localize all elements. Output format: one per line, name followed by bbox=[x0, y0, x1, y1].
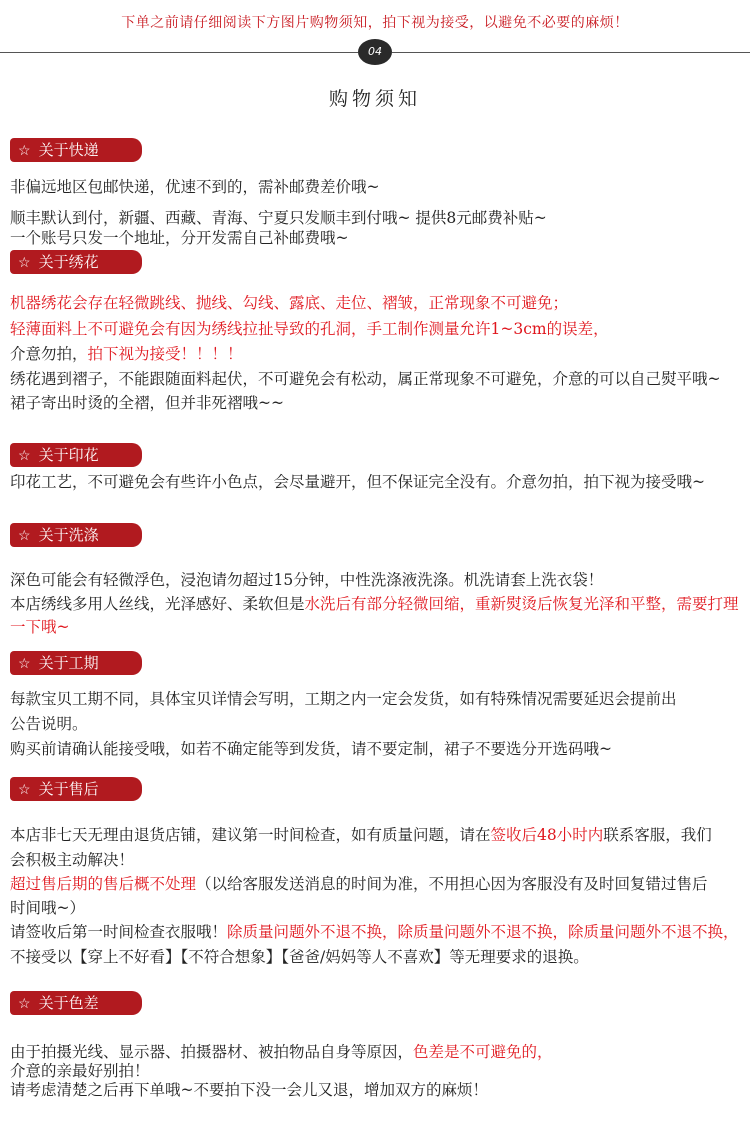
aftersale-line-1 bbox=[10, 825, 745, 845]
print-line-1: 印花工艺，不可避免会有些许小色点，会尽量避开，但不保证完全没有。介意勿拍，拍下视为接受哦~ bbox=[10, 473, 705, 491]
section-label-text: 关于洗涤 bbox=[38, 526, 99, 544]
star-icon: ☆ bbox=[18, 448, 31, 464]
color-line-1-warning: 色差是不可避免的， bbox=[413, 1043, 553, 1061]
section-number-badge: 04 bbox=[358, 39, 392, 65]
section-label-period bbox=[10, 651, 142, 675]
aftersale-line-3-text: （以给客服发送消息的时间为准，不用担心因为客服没有及时回复错过售后 bbox=[196, 875, 708, 893]
express-line-2: 顺丰默认到付，新疆、西藏、青海、宁夏只发顺丰到付哦~ 提供8元邮费补贴~ bbox=[10, 209, 547, 227]
section-label-text: 关于色差 bbox=[38, 994, 99, 1012]
embroidery-line-3-text: 介意勿拍， bbox=[10, 345, 88, 363]
washing-line-3: 一下哦~ bbox=[10, 618, 70, 636]
section-label-text: 关于印花 bbox=[38, 446, 99, 464]
section-label-text: 关于快递 bbox=[38, 141, 99, 159]
aftersale-line-3 bbox=[10, 874, 745, 894]
section-label-washing bbox=[10, 523, 142, 547]
section-label-color bbox=[10, 991, 142, 1015]
washing-line-1: 深色可能会有轻微浮色，浸泡请勿超过15分钟，中性洗涤液洗涤。机洗请套上洗衣袋！ bbox=[10, 571, 604, 589]
embroidery-line-3 bbox=[10, 344, 745, 364]
express-line-1: 非偏远地区包邮快递，优速不到的，需补邮费差价哦~ bbox=[10, 178, 380, 196]
aftersale-line-5-text: 请签收后第一时间检查衣服哦！ bbox=[10, 923, 228, 941]
page-title: 购物须知 bbox=[328, 88, 421, 110]
period-line-1: 每款宝贝工期不同，具体宝贝详情会写明，工期之内一定会发货，如有特殊情况需要延迟会提前出 bbox=[10, 690, 677, 708]
aftersale-line-1-tail: 联系客服，我们 bbox=[603, 826, 712, 844]
color-line-1 bbox=[10, 1042, 745, 1062]
star-icon: ☆ bbox=[18, 656, 31, 672]
period-line-2: 公告说明。 bbox=[10, 715, 88, 733]
aftersale-line-1-text: 本店非七天无理由退货店铺，建议第一时间检查，如有质量问题，请在 bbox=[10, 826, 491, 844]
star-icon: ☆ bbox=[18, 143, 31, 159]
embroidery-line-3-warning: 拍下视为接受！！！！ bbox=[87, 345, 243, 363]
aftersale-line-4: 时间哦~） bbox=[10, 899, 85, 917]
embroidery-line-5: 裙子寄出时烫的全褶，但并非死褶哦~~ bbox=[10, 394, 284, 412]
color-line-3: 请考虑清楚之后再下单哦~不要拍下没一会儿又退，增加双方的麻烦！ bbox=[10, 1081, 488, 1099]
embroidery-line-2: 轻薄面料上不可避免会有因为绣线拉扯导致的孔洞，手工制作测量允许1~3cm的误差， bbox=[10, 320, 609, 338]
section-label-embroidery bbox=[10, 250, 142, 274]
section-label-text: 关于绣花 bbox=[38, 253, 99, 271]
divider-left bbox=[0, 52, 358, 53]
color-line-1-text: 由于拍摄光线、显示器、拍摄器材、被拍物品自身等原因， bbox=[10, 1043, 414, 1061]
embroidery-line-1: 机器绣花会存在轻微跳线、抛线、勾线、露底、走位、褶皱，正常现象不可避免； bbox=[10, 294, 569, 312]
period-line-3: 购买前请确认能接受哦，如若不确定能等到发货，请不要定制，裙子不要选分开选码哦~ bbox=[10, 740, 612, 758]
aftersale-line-2: 会积极主动解决！ bbox=[10, 851, 135, 869]
washing-line-2 bbox=[10, 594, 745, 614]
aftersale-line-1-deadline: 签收后48小时内 bbox=[490, 826, 604, 844]
section-label-print bbox=[10, 443, 142, 467]
star-icon: ☆ bbox=[18, 255, 31, 271]
divider-right bbox=[392, 52, 750, 53]
section-label-aftersale bbox=[10, 777, 142, 801]
section-label-express bbox=[10, 138, 142, 162]
color-line-2: 介意的亲最好别拍！ bbox=[10, 1062, 150, 1080]
washing-line-2-warning: 水洗后有部分轻微回缩，重新熨烫后恢复光泽和平整，需要打理 bbox=[304, 595, 739, 613]
express-line-3: 一个账号只发一个地址，分开发需自己补邮费哦~ bbox=[10, 229, 349, 247]
section-label-text: 关于工期 bbox=[38, 654, 99, 672]
purchase-notice: 下单之前请仔细阅读下方图片购物须知，拍下视为接受，以避免不必要的麻烦！ bbox=[121, 15, 629, 31]
aftersale-line-5 bbox=[10, 922, 745, 942]
section-label-text: 关于售后 bbox=[38, 780, 99, 798]
star-icon: ☆ bbox=[18, 782, 31, 798]
aftersale-line-6: 不接受以【穿上不好看】【不符合想象】【爸爸/妈妈等人不喜欢】等无理要求的退换。 bbox=[10, 948, 589, 966]
washing-line-2-text: 本店绣线多用人丝线，光泽感好、柔软但是 bbox=[10, 595, 305, 613]
star-icon: ☆ bbox=[18, 996, 31, 1012]
aftersale-line-3-warning: 超过售后期的售后概不处理 bbox=[10, 875, 197, 893]
aftersale-line-5-warning: 除质量问题外不退不换，除质量问题外不退不换，除质量问题外不退不换， bbox=[227, 923, 739, 941]
embroidery-line-4: 绣花遇到褶子，不能跟随面料起伏，不可避免会有松动，属正常现象不可避免，介意的可以自己熨平哦~ bbox=[10, 370, 721, 388]
star-icon: ☆ bbox=[18, 528, 31, 544]
